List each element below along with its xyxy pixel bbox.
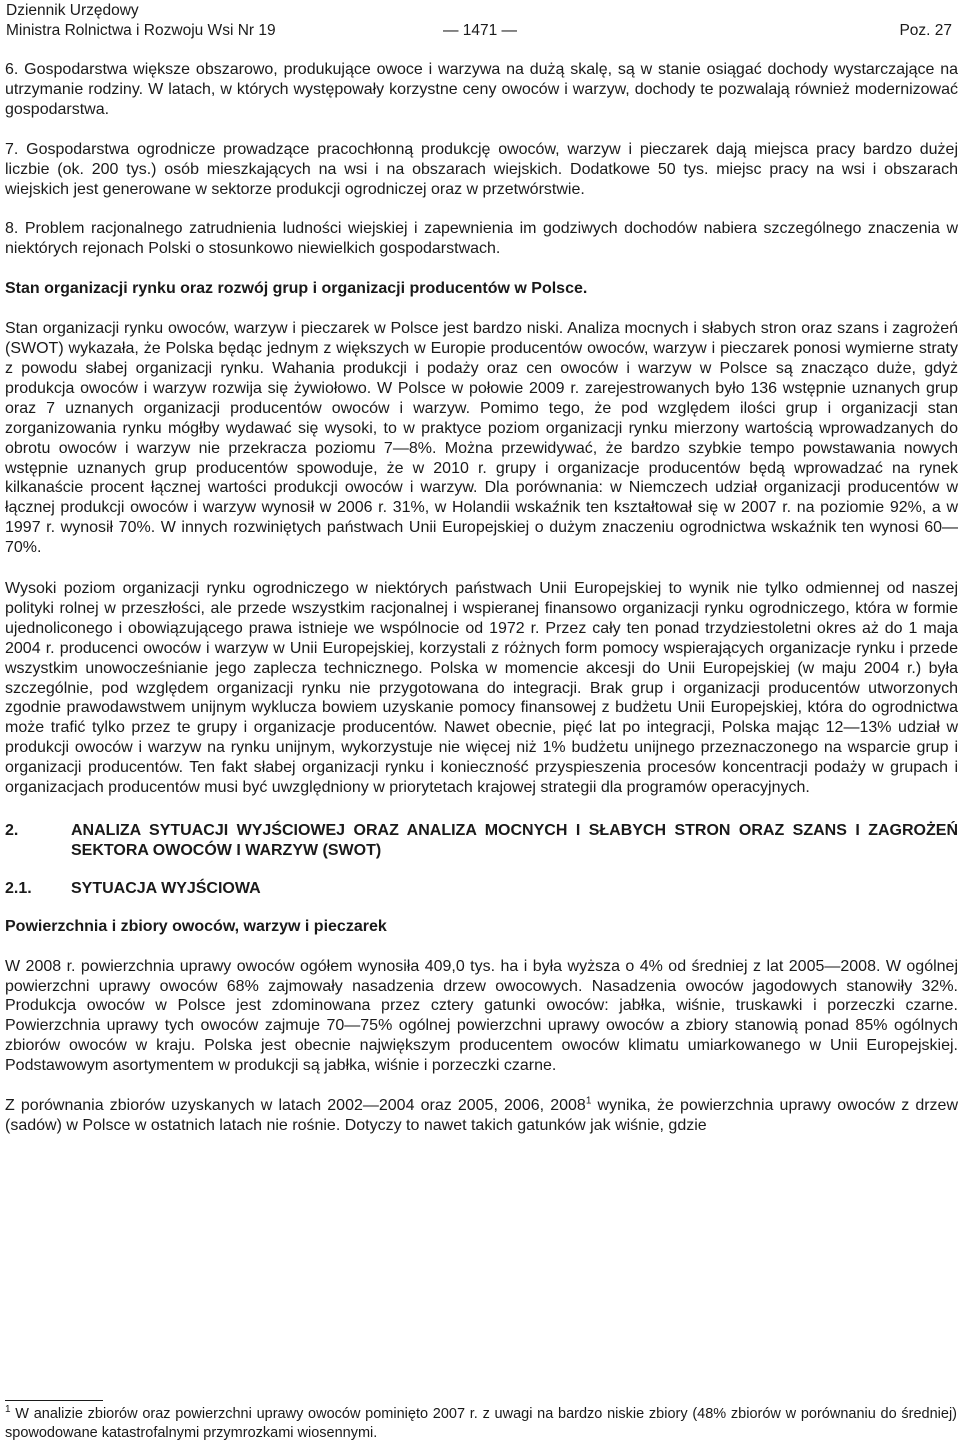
section-title: SYTUACJA WYJŚCIOWA [71,879,261,897]
position-number: Poz. 27 [899,22,952,39]
journal-title: Dziennik Urzędowy [6,2,139,19]
document-body [5,60,958,1136]
footnote-reference: 1 [585,1095,592,1107]
chapter-title: ANALIZA SYTUACJI WYJŚCIOWEJ ORAZ ANALIZA MOCNYCH I SŁABYCH STRON ORAZ SZANS I ZAGROŻEŃ SEKTORA OWOCÓW I WARZYW (SWOT) [71,822,958,859]
section-heading-2-1 [5,879,958,899]
paragraph-market-state: Stan organizacji rynku owoców, warzyw i pieczarek w Polsce jest bardzo niski. Analiza mocnych i słabych stron oraz szans i zagrożeń (SWOT) wykazała, że Polska będąc jednym z większych w Europie producentów owoców, warzyw i pieczarek ponosi wymierne straty z powodu słabej organizacji rynku. Wahania produkcji i podaży oraz cen owoców i warzyw w Polsce są znacząco duże, gdyż produkcja owoców i warzyw rozwija się żywiołowo. W Polsce w połowie 2009 r. zarejestrowanych było 136 wstępnie uznanych grup oraz 7 uznanych organizacji producentów owoców i warzyw. Pomimo tego, że pod względem ilości grup i organizacji stan zorganizowania rynku mógłby wydawać się wysoki, to w praktyce poziom organizacji rynku mierzony wartością wprowadzanych do obrotu owoców i warzyw nie przekracza poziomu 7—8%. Można przewidywać, że bardzo szybkie tempo powstawania nowych wstępnie uznanych grup producentów spowoduje, że w 2010 r. grupy i organizacje producentów będą wprowadzać na rynek kilkanaście procent łącznej wartości produkcji owoców i warzyw. Dla porównania: w Niemczech udział organizacji producentów w łącznej produkcji owoców i warzyw wynosił w 2006 r. 31%, w Holandii wskaźnik ten kształtował się w 2007 r. na poziomie 92%, a w 1997 r. wynosił 70%. W innych rozwiniętych państwach Unii Europejskiej o dużym znaczeniu ogrodnictwa wskaźnik ten wynosi 60—70%. [5,320,958,557]
ministry-issue: Ministra Rolnictwa i Rozwoju Wsi Nr 19 [6,22,276,39]
chapter-number: 2. [5,822,19,839]
paragraph-2008: W 2008 r. powierzchnia uprawy owoców ogółem wynosiła 409,0 tys. ha i była wyższa o 4% od średniej z lat 2005—2008. W ogólnej powierzchni uprawy owoców 68% zajmowały nasadzenia drzew owocowych. Nasadzenia owoców jagodowych stanowiły 32%. Produkcja owoców w Polsce jest zdominowana przez cztery gatunki owoców: jabłka, wiśnie, truskawki i porzeczki czarne. Powierzchnia uprawy tych owoców zajmuje 70—75% ogólnej powierzchni uprawy owoców a zbiory stanowią ponad 85% ogólnych zbiorów owoców w kraju. Polska jest obecnie największym producentem owoców klimatu umiarkowanego w Unii Europejskiej. Podstawowym asortymentem w produkcji są jabłka, wiśnie i porzeczki czarne. [5,957,958,1075]
section-heading-market-state: Stan organizacji rynku oraz rozwój grup i organizacji producentów w Polsce. [5,280,588,298]
paragraph-6: 6. Gospodarstwa większe obszarowo, produkujące owoce i warzywa na dużą skalę, są w stanie osiągać dochody wystarczające na utrzymanie rodziny. W latach, w których występowały korzystne ceny owoców i warzyw, dochody te pozwalają również modernizować gospodarstwa. [5,61,958,118]
paragraph-high-level: Wysoki poziom organizacji rynku ogrodniczego w niektórych państwach Unii Europejskiej to wynik nie tylko odmiennej od naszej polityki rolnej w przeszłości, ale przede wszystkim racjonalnej i wspieranej finansowo organizacji rynku ogrodniczego, która w formie ujednoliconego i obowiązującego prawa istnieje we wspólnocie od 1972 r. Przez cały ten ponad trzydziestoletni okres aż do 1 maja 2004 r. producenci owoców i warzyw w Unii Europejskiej, korzystali z różnych form pomocy wspierających organizacje rynku i przede wszystkim unowocześnianie jego zaplecza technicznego. Polska w momencie akcesji do Unii Europejskiej (w maju 2004 r.) była szczególnie, pod względem organizacji rynku nie przygotowana do integracji. Brak grup i organizacji producentów utworzonych zgodnie prawodawstwem unijnym wyklucza bowiem uzyskanie pomocy finansowej z budżetu Unii Europejskiej, która do ogrodnictwa może trafić tylko przez te grupy i organizacje producentów. Nawet obecnie, pięć lat po integracji, Polska mając 12—13% udział w produkcji owoców i warzyw na rynku unijnym, wykorzystuje nie więcej niż 1% budżetu unijnego przeznaczonego na wsparcie grup i organizacji producentów. Ten fakt słabej organizacji rynku i konieczność przyspieszenia procesów koncentracji podaży w grupach i organizacjach producentów musi być uwzględniony w priorytetach krajowej strategii dla programów operacyjnych. [5,580,958,797]
paragraph-7: 7. Gospodarstwa ogrodnicze prowadzące pracochłonną produkcję owoców, warzyw i pieczarek dają miejsca pracy bardzo dużej liczbie (ok. 200 tys.) osób mieszkających na wsi i na obszarach wiejskich. Dodatkowe 50 tys. miejsc pracy na wsi i obszarach wiejskich jest generowane w sektorze produkcji ogrodniczej oraz w przetwórstwie. [5,140,958,198]
comparison-text-start: Z porównania zbiorów uzyskanych w latach 2002—2004 oraz 2005, 2006, 2008 [5,1097,586,1115]
paragraph-comparison [5,1096,958,1136]
comparison-text-end: wynika, że powierzchnia uprawy owoców z drzew (sadów) w Polsce w ostatnich latach nie rośnie. Dotyczy to nawet takich gatunków jak wiśnie, gdzie [5,1097,959,1134]
footnote [5,1405,957,1443]
chapter-heading-2 [5,821,958,861]
footnote-mark: 1 [5,1404,11,1416]
footnote-separator [5,1400,103,1401]
page-number: — 1471 — [442,22,518,39]
subsection-heading-area: Powierzchnia i zbiory owoców, warzyw i pieczarek [5,917,387,935]
section-number: 2.1. [5,879,32,897]
paragraph-8: 8. Problem racjonalnego zatrudnienia ludności wiejskiej i zapewnienia im godziwych dochodów nabiera szczególnego znaczenia w niektórych rejonach Polski o stosunkowo niewielkich gospodarstwach. [5,220,958,258]
footnote-text: W analizie zbiorów oraz powierzchni uprawy owoców pominięto 2007 r. z uwagi na bardzo niskie zbiory (48% zbiorów w porównaniu do średniej) spowodowane katastrofalnymi przymrozkami wiosennymi. [5,1406,957,1441]
page-header [6,0,954,52]
